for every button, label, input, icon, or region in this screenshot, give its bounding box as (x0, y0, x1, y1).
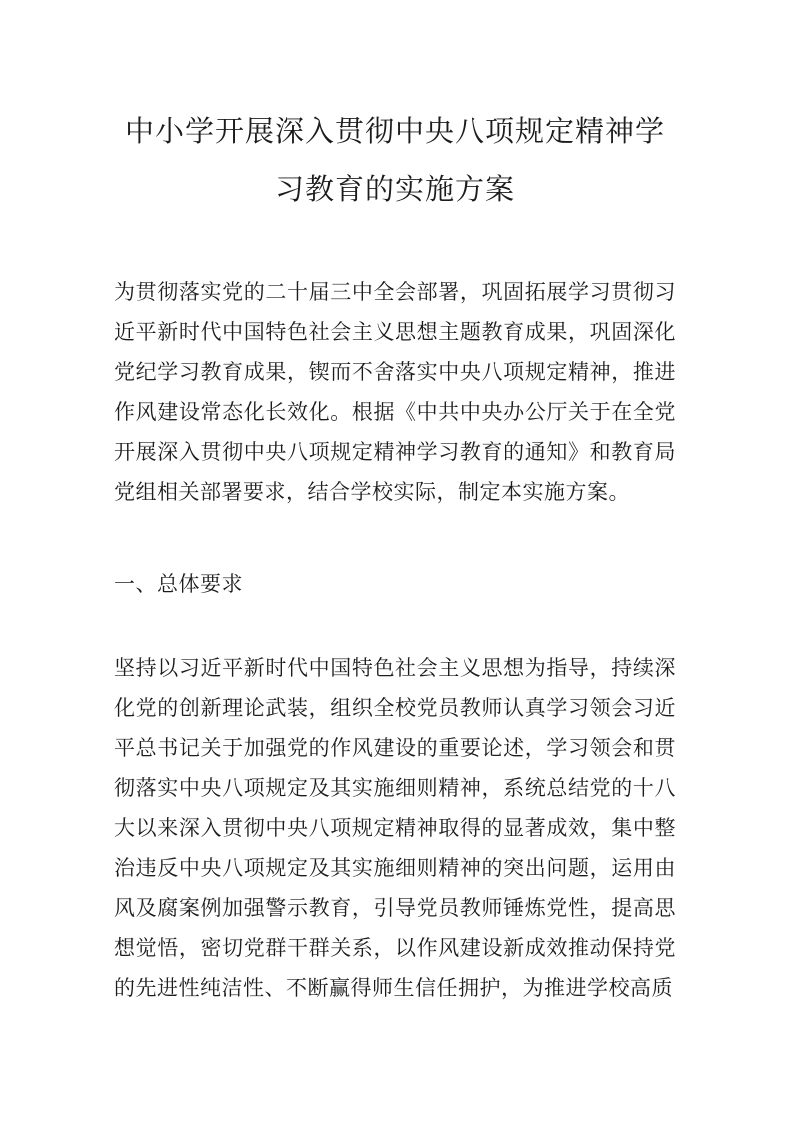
section-heading-overall-requirements: 一、总体要求 (114, 572, 243, 596)
intro-paragraph: 为贯彻落实党的二十届三中全会部署，巩固拓展学习贯彻习近平新时代中国特色社会主义思想主题教育成果，巩固深化党纪学习教育成果，锲而不舍落实中央八项规定精神，推进作风建设常态化长效化。根据《中共中央办公厅关于在全党开展深入贯彻中央八项规定精神学习教育的通知》和教育局党组相关部署要求，结合学校实际，制定本实施方案。 (114, 280, 676, 504)
section1-body-paragraph: 坚持以习近平新时代中国特色社会主义思想为指导，持续深化党的创新理论武装，组织全校党员教师认真学习领会习近平总书记关于加强党的作风建设的重要论述，学习领会和贯彻落实中央八项规定及其实施细则精神，系统总结党的十八大以来深入贯彻中央八项规定精神取得的显著成效，集中整治违反中央八项规定及其实施细则精神的突出问题，运用由风及腐案例加强警示教育，引导党员教师锤炼党性，提高思想觉悟，密切党群干群关系，以作风建设新成效推动保持党的先进性纯洁性、不断赢得师生信任拥护，为推进学校高质 (114, 656, 676, 1000)
document-title: 中小学开展深入贯彻中央八项规定精神学习教育的实施方案 (124, 114, 665, 206)
